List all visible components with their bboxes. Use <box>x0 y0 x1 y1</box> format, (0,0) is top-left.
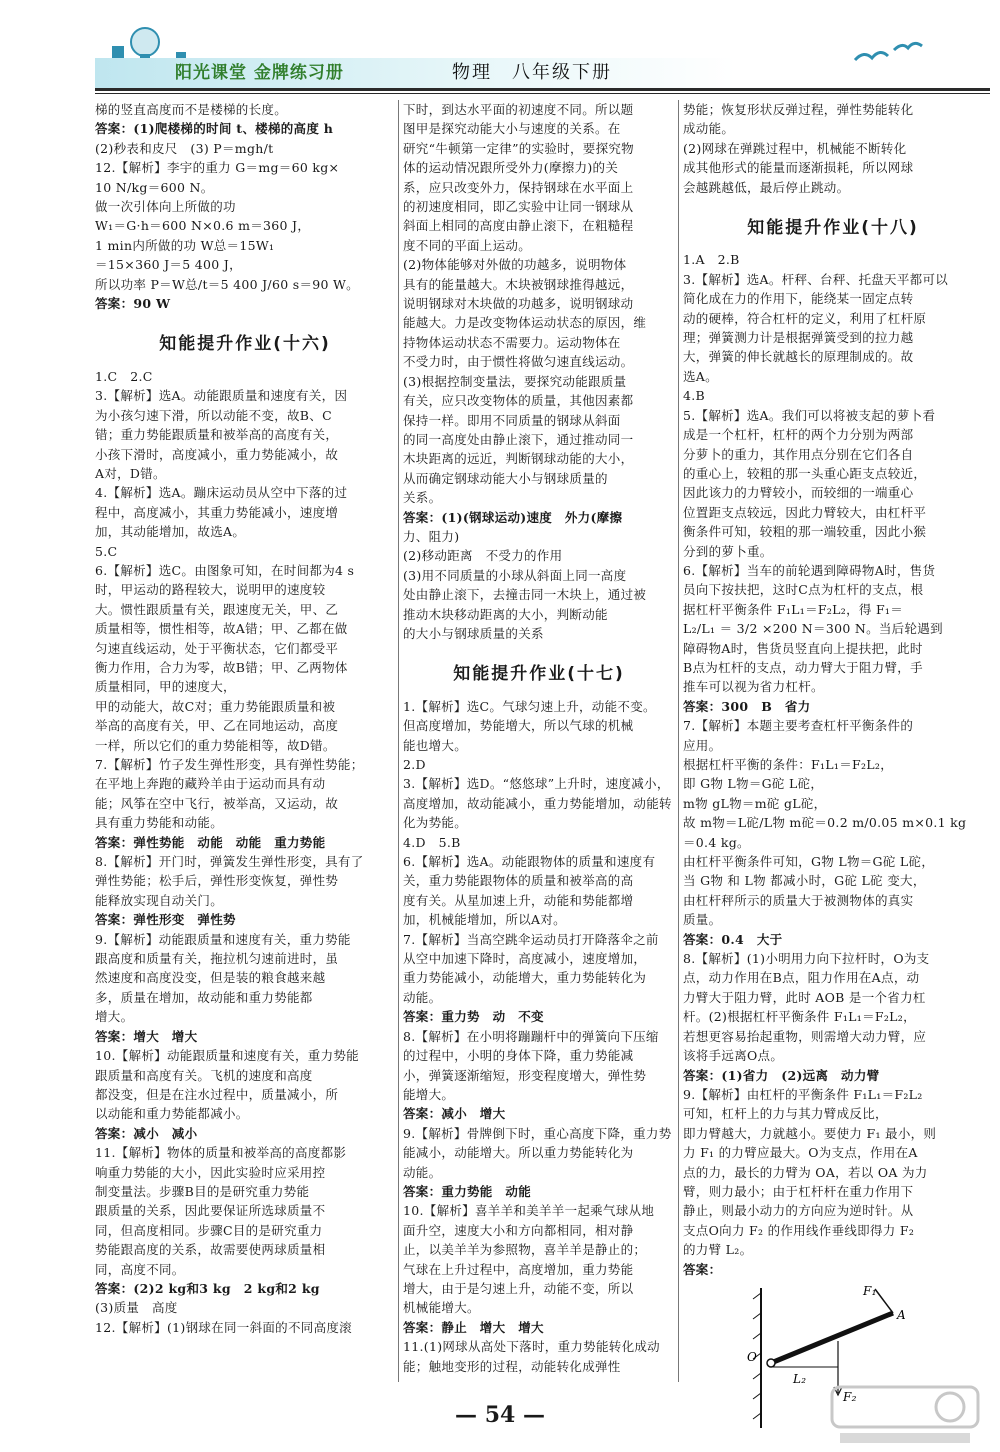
text-line: 8.【解析】在小明将蹦蹦杆中的弹簧向下压缩 <box>403 1028 659 1044</box>
text-line: 斜面上相同的高度由静止滚下，在粗糙程 <box>403 218 634 234</box>
text-line: 6.【解析】选A。动能跟物体的质量和速度有 <box>403 854 656 870</box>
text-line: 4.B <box>683 388 706 404</box>
text-line: 高度增加，故动能减小，重力势能增加，动能转 <box>403 795 672 811</box>
text-line: 故 m物＝L砣/L物 m砣＝0.2 m/0.05 m×0.1 kg <box>683 815 967 831</box>
column-1 <box>95 100 395 1337</box>
text-line: 11.【解析】物体的质量和被举高的高度都影 <box>95 1145 347 1161</box>
text-line: 可知，杠杆上的力与其力臂成反比， <box>683 1106 888 1122</box>
text-line: 9.【解析】由杠杆的平衡条件 F₁L₁＝F₂L₂ <box>683 1086 923 1102</box>
text-line: 时，甲运动的路程较大，说明甲的速度较 <box>95 582 326 598</box>
text-line: 11.(1)网球从高处下落时，重力势能转化成动 <box>403 1339 660 1355</box>
text-line: 10 N/kg＝600 N。 <box>95 179 214 195</box>
text-line: 气球在上升过程中，高度增加，重力势能 <box>403 1261 634 1277</box>
text-line: 然速度和高度没变，但是装的粮食越来越 <box>95 970 326 986</box>
text-line: 4.D 5.B <box>403 834 461 850</box>
text-line: 点的力，最长的力臂为 OA，若以 OA 为力 <box>683 1164 928 1180</box>
text-line: 跟质量的关系，因此要保证所选球质量不 <box>95 1203 326 1219</box>
text-line: 能；风筝在空中飞行，被举高，又运动，故 <box>95 795 339 811</box>
text-line: ＝15×360 J＝5 400 J， <box>95 257 242 273</box>
text-line: 跟高度和质量有关，拖拉机匀速前进时，虽 <box>95 951 339 967</box>
answer-line: 答案：0.4 大于 <box>683 931 783 947</box>
text-line: 在平地上奔跑的藏羚羊由于运动而具有动 <box>95 776 326 792</box>
page-number: — 54 — <box>455 1402 545 1428</box>
text-line: 2.D <box>403 757 426 772</box>
text-line: 举高的高度有关，甲、乙在同地运动，高度 <box>95 718 339 734</box>
label-o: O <box>747 1349 758 1364</box>
text-line: 力 F₁ 的力臂应最大。O为支点，作用在A <box>683 1145 918 1161</box>
text-line: 有关，应只改变物体的质量，其他因素都 <box>403 393 634 409</box>
text-line: 据杠杆平衡条件 F₁L₁＝F₂L₂，得 F₁＝ <box>683 601 904 617</box>
text-line: 的力臂 L₂。 <box>683 1242 753 1258</box>
text-line: 以动能和重力势能都减小。 <box>95 1106 249 1122</box>
text-line: 成是一个杠杆，杠杆的两个力分别为两部 <box>683 427 914 443</box>
text-line: 4.【解析】选A。蹦床运动员从空中下落的过 <box>95 485 348 501</box>
label-l2: L₂ <box>793 1371 807 1386</box>
text-line: 1.A 2.B <box>683 252 740 268</box>
text-line: 弹性势能；松手后，弹性形变恢复，弹性势 <box>95 873 339 889</box>
text-line: 处由静止滚下，去撞击同一木块上，通过被 <box>403 587 647 603</box>
text-line: 一样，所以它们的重力势能相等，故D错。 <box>95 737 336 753</box>
text-line: 化为势能。 <box>403 815 468 831</box>
answer-line: 答案：重力势能 动能 <box>403 1183 532 1199</box>
text-line: 1.【解析】选C。气球匀速上升，动能不变。 <box>403 698 656 714</box>
text-line: A对，D错。 <box>95 465 166 481</box>
text-line: 多，质量在增加，故动能和重力势能都 <box>95 989 313 1005</box>
text-line: 质量。 <box>683 912 722 928</box>
text-line: 动能。 <box>403 1164 442 1180</box>
answer-line: 答案：90 W <box>95 296 171 312</box>
text-line: 能；触地变形的过程，动能转化成弹性 <box>403 1358 621 1374</box>
header-rule <box>95 88 990 91</box>
text-line: 势能跟高度的关系，故需要使两球质量相 <box>95 1242 326 1258</box>
text-line: 质量相等，惯性相等，故A错；甲、乙都在做 <box>95 621 348 637</box>
text-line: 能释放实现自动关门。 <box>95 892 224 908</box>
answer-line: 答案：弹性势能 动能 动能 重力势能 <box>95 834 326 850</box>
series-title: 阳光课堂 金牌练习册 <box>175 63 344 83</box>
text-line: 7.【解析】竹子发生弹性形变，具有弹性势能； <box>95 757 364 772</box>
text-line: 的过程中，小明的身体下降，重力势能减 <box>403 1048 634 1064</box>
text-line: 程中，高度减小，其重力势能减小，速度增 <box>95 504 339 520</box>
text-line: 具有的能量越大。木块被钢球推得越远， <box>403 276 634 292</box>
text-line: 保持一样。即用不同质量的钢球从斜面 <box>403 412 621 428</box>
text-line: 选A。 <box>683 368 718 384</box>
text-line: 8.【解析】(1)小明用力向下拉杆时，O为支 <box>683 951 930 967</box>
text-line: 增大，由于是匀速上升，动能不变，所以 <box>403 1280 634 1296</box>
text-line: 体的运动情况跟所受外力(摩擦力)的关 <box>403 160 619 176</box>
text-line: 3.【解析】选A。杆秤、台秤、托盘天平都可以 <box>683 271 949 287</box>
text-line: 支点O向力 F₂ 的作用线作垂线即得力 F₂ <box>683 1222 915 1238</box>
text-line: 做一次引体向上所做的功 <box>95 199 236 215</box>
column-divider <box>398 100 399 1382</box>
text-line: 应用。 <box>683 737 722 753</box>
text-line: 势能；恢复形状反弹过程，弹性势能转化 <box>683 102 914 117</box>
text-line: (2)物体能够对外做的功越多，说明物体 <box>403 257 627 273</box>
answer-line: 答案：弹性形变 弹性势 <box>95 912 236 928</box>
text-line: 点，动力作用在B点，阻力作用在A点，动 <box>683 970 920 986</box>
text-line: (2)秒表和皮尺 (3) P＝mgh/t <box>95 140 274 156</box>
text-line: 同，但高度相同。步骤C目的是研究重力 <box>95 1222 323 1238</box>
pivot-point <box>767 1359 775 1367</box>
text-line: 衡力作用，合力为零，故B错；甲、乙两物体 <box>95 659 348 675</box>
text-line: 的重心上，较粗的那一头重心距支点较近， <box>683 465 927 481</box>
text-line: W₁＝G·h＝600 N×0.6 m＝360 J， <box>95 218 311 234</box>
text-line: 的同一高度处由静止滚下，通过推动同一 <box>403 431 634 447</box>
section-heading: 知能提升作业(十六) <box>159 334 331 355</box>
text-line: 静止，则最小动力的方向应为逆时针。从 <box>683 1203 914 1219</box>
answer-line: 答案：减小 减小 <box>95 1125 198 1141</box>
subject-grade: 物理 八年级下册 <box>452 62 612 83</box>
text-line: 由杠杆平衡条件可知，G物 L物＝G砣 L砣， <box>683 854 935 870</box>
text-line: 5.【解析】选A。我们可以将被支起的萝卜看 <box>683 407 936 423</box>
force-f1-arrow <box>875 1289 893 1313</box>
column-divider <box>678 100 679 1382</box>
text-line: 能越大。力是改变物体运动状态的原因，维 <box>403 315 647 331</box>
text-line: 面升空，速度大小和方向都相同，相对静 <box>403 1222 634 1238</box>
text-line: 系，应只改变外力，保持钢球在水平面上 <box>403 179 634 195</box>
text-line: 位置距支点较远，因此力臂较大，由杠杆平 <box>683 504 927 520</box>
text-line: 木块距离的远近，判断钢球动能的大小， <box>403 451 634 467</box>
text-line: 即力臂越大，力就越小。要使力 F₁ 最小，则 <box>683 1125 937 1141</box>
answer-line: 答案：增大 增大 <box>95 1028 198 1044</box>
header-rule-thin <box>95 93 990 94</box>
text-line: 12.【解析】李宇的重力 G＝mg＝60 kg× <box>95 160 340 176</box>
page-header <box>0 0 1000 100</box>
text-line: 推动木块移动距离的大小，判断动能 <box>403 606 608 622</box>
section-heading: 知能提升作业(十八) <box>747 218 919 239</box>
text-line: 根据杠杆平衡的条件：F₁L₁＝F₂L₂， <box>683 757 893 772</box>
text-line: 臂，则力最小；由于杠杆杆在重力作用下 <box>683 1183 914 1199</box>
text-line: 推车可以视为省力杠杆。 <box>683 679 824 695</box>
text-line: 度有关。从星加速上升，动能和势能都增 <box>403 892 634 908</box>
label-f1: F₁ <box>863 1283 877 1298</box>
text-line: 即 G物 L物＝G砣 L砣， <box>683 776 824 792</box>
text-line: 该将手远离O点。 <box>683 1048 784 1064</box>
text-line: 理；弹簧测力计是根据弹簧受到的拉力越 <box>683 330 914 346</box>
label-a: A <box>897 1307 906 1322</box>
text-line: 质量相同，甲的速度大， <box>95 679 236 695</box>
text-line: 所以功率 P＝W总/t＝5 400 J/60 s＝90 W。 <box>95 276 359 292</box>
text-line: 能增大。 <box>403 1086 455 1102</box>
text-line: 3.【解析】选D。“悠悠球”上升时，速度减小， <box>403 776 670 792</box>
answer-line: 答案：(1)省力 (2)远离 动力臂 <box>683 1067 880 1083</box>
answer-line: 答案： <box>683 1261 722 1277</box>
text-line: 1.C 2.C <box>95 368 153 384</box>
text-line: 衡条件可知，较粗的那一端较重，因此小猴 <box>683 524 927 540</box>
text-line: 小孩下滑时，高度减小，重力势能减小，故 <box>95 446 339 462</box>
text-line: 杆。(2)根据杠杆平衡条件 F₁L₁＝F₂L₂， <box>683 1009 916 1025</box>
text-line: 持物体运动状态不需要力。运动物体在 <box>403 334 621 350</box>
text-line: 关系。 <box>403 490 442 506</box>
text-line: 的初速度相同，即乙实验中让同一钢球从 <box>403 199 634 215</box>
text-line: 不受力时，由于惯性将做匀速直线运动。 <box>403 354 634 370</box>
text-line: 1 min内所做的功 W总＝15W₁ <box>95 237 275 253</box>
text-line: 10.【解析】动能跟质量和速度有关，重力势能 <box>95 1048 359 1064</box>
text-line: 从空中加速下降时，高度减小，速度增加， <box>403 951 647 967</box>
birds-decoration <box>850 38 930 78</box>
text-line: 从而确定钢球动能大小与钢球质量的 <box>403 470 608 486</box>
text-line: 的大小与钢球质量的关系 <box>403 625 544 641</box>
text-line: (3)用不同质量的小球从斜面上同一高度 <box>403 567 627 583</box>
answer-line: 答案：(2)2 kg和3 kg 2 kg和2 kg <box>95 1280 320 1296</box>
text-line: 力、阻力) <box>403 528 460 544</box>
label-f2: F₂ <box>843 1389 857 1404</box>
text-line: 响重力势能的大小，因此实验时应采用控 <box>95 1164 326 1180</box>
column-3 <box>683 100 983 1433</box>
text-line: m物 gL物＝m砣 gL砣， <box>683 795 827 811</box>
text-line: 下时，到达水平面的初速度不同。所以题 <box>403 102 634 117</box>
text-line: 7.【解析】当高空跳伞运动员打开降落伞之前 <box>403 931 659 947</box>
text-line: 匀速直线运动，处于平衡状态，它们都受平 <box>95 640 339 656</box>
text-line: 但高度增加，势能增大，所以气球的机械 <box>403 718 634 734</box>
text-line: 8.【解析】开门时，弹簧发生弹性形变，具有了 <box>95 854 364 870</box>
text-line: 大，弹簧的伸长就越长的原理制成的。故 <box>683 349 914 365</box>
text-line: 小，弹簧逐渐缩短，形变程度增大，弹性势 <box>403 1067 647 1083</box>
text-line: B点为杠杆的支点，动力臂大于阻力臂，手 <box>683 659 923 675</box>
text-line: 7.【解析】本题主要考查杠杆平衡条件的 <box>683 718 914 734</box>
text-line: 3.【解析】选A。动能跟质量和速度有关，因 <box>95 388 348 404</box>
text-line: 重力势能减小，动能增大，重力势能转化为 <box>403 970 647 986</box>
text-line: 员向下按扶把，这时C点为杠杆的支点，根 <box>683 582 924 598</box>
text-line: 关，重力势能跟物体的质量和被举高的高 <box>403 873 634 889</box>
text-line: (3)根据控制变量法，要探究动能跟质量 <box>403 373 627 389</box>
text-line: (3)质量 高度 <box>95 1300 178 1316</box>
text-line: 动的硬棒，符合杠杆的定义，利用了杠杆原 <box>683 310 927 326</box>
section-heading: 知能提升作业(十七) <box>453 664 625 685</box>
text-line: 因此该力的力臂较小，而较细的一端重心 <box>683 485 914 501</box>
text-line: 当 G物 和 L物 都减小时，G砣 L砣 变大， <box>683 873 926 889</box>
text-line: 简化成在力的作用下，能绕某一固定点转 <box>683 291 914 307</box>
answer-line: 答案：(1)爬楼梯的时间 t、楼梯的高度 h <box>95 121 334 137</box>
text-line: 障碍物A时，售货员竖直向上提扶把，此时 <box>683 640 923 656</box>
text-line: 梯的竖直高度而不是楼梯的长度。 <box>95 102 288 117</box>
text-line: 止，以美羊羊为参照物，喜羊羊是静止的； <box>403 1242 647 1258</box>
text-line: 12.【解析】(1)钢球在同一斜面的不同高度滚 <box>95 1319 352 1335</box>
text-line: 机械能增大。 <box>403 1300 480 1316</box>
text-line: 9.【解析】动能跟质量和速度有关，重力势能 <box>95 931 351 947</box>
text-line: 说明钢球对木块做的功越多，说明钢球动 <box>403 296 634 312</box>
answer-line: 答案：(1)(钢球运动)速度 外力(摩擦 <box>403 509 623 525</box>
text-line: 错；重力势能跟质量和被举高的高度有关， <box>95 427 339 443</box>
text-line: 力臂大于阻力臂，此时 AOB 是一个省力杠 <box>683 989 926 1005</box>
text-line: 研究“牛顿第一定律”的实验时，要探究物 <box>403 140 634 156</box>
column-2 <box>403 100 675 1376</box>
text-line: 6.【解析】选C。由图象可知，在时间都为4 s <box>95 562 355 578</box>
text-line: 同，高度不同。 <box>95 1261 185 1277</box>
text-line: 为小孩匀速下滑，所以动能不变，故B、C <box>95 407 332 423</box>
answer-line: 答案：重力势 动 不变 <box>403 1009 544 1025</box>
text-line: 度不同的平面上运动。 <box>403 237 532 253</box>
text-line: 会越跳越低，最后停止跳动。 <box>683 179 850 195</box>
text-line: 分萝卜的重力，其作用点分别在它们各自 <box>683 446 914 462</box>
text-line: 成其他形式的能量而逐渐损耗，所以网球 <box>683 160 914 176</box>
text-line: 大。惯性跟质量有关，跟速度无关，甲、乙 <box>95 601 339 617</box>
text-line: 动能。 <box>403 989 442 1005</box>
lever-bar <box>771 1313 893 1363</box>
text-line: 9.【解析】骨牌倒下时，重心高度下降，重力势 <box>403 1125 672 1141</box>
text-line: 图甲是探究动能大小与速度的关系。在 <box>403 121 621 137</box>
text-line: 5.C <box>95 543 118 559</box>
text-line: L₂/L₁ ＝ 3/2 ×200 N＝300 N。当后轮遇到 <box>683 621 943 637</box>
text-line: 都没变，但是在注水过程中，质量减小，所 <box>95 1086 339 1102</box>
text-line: (2)移动距离 不受力的作用 <box>403 548 563 564</box>
text-line: 加，机械能增加，所以A对。 <box>403 912 566 928</box>
text-line: 甲的动能大，故C对；重力势能跟质量和被 <box>95 698 336 714</box>
text-line: 具有重力势能和动能。 <box>95 815 224 831</box>
text-line: 增大。 <box>95 1009 134 1025</box>
text-line: 由杠杆秤所示的质量大于被测物体的真实 <box>683 892 914 908</box>
text-line: 10.【解析】喜羊羊和美羊羊一起乘气球从地 <box>403 1203 655 1219</box>
text-line: 能也增大。 <box>403 737 468 753</box>
text-line: 分到的萝卜重。 <box>683 543 773 559</box>
answer-line: 答案：减小 增大 <box>403 1106 506 1122</box>
answer-line: 答案：300 B 省力 <box>683 698 811 714</box>
text-line: 若想更容易抬起重物，则需增大动力臂，应 <box>683 1028 927 1044</box>
text-line: 加，其动能增加，故选A。 <box>95 524 246 540</box>
text-line: (2)网球在弹跳过程中，机械能不断转化 <box>683 140 907 156</box>
text-line: 6.【解析】当车的前轮遇到障碍物A时，售货 <box>683 562 936 578</box>
text-line: ＝0.4 kg。 <box>683 834 750 850</box>
text-line: 成动能。 <box>683 121 735 137</box>
watermark-logo <box>830 1385 980 1447</box>
answer-line: 答案：静止 增大 增大 <box>403 1319 544 1335</box>
text-line: 能减小，动能增大。所以重力势能转化为 <box>403 1145 634 1161</box>
text-line: 跟质量和高度有关。飞机的速度和高度 <box>95 1067 313 1083</box>
text-line: 制变量法。步骤B目的是研究重力势能 <box>95 1183 310 1199</box>
